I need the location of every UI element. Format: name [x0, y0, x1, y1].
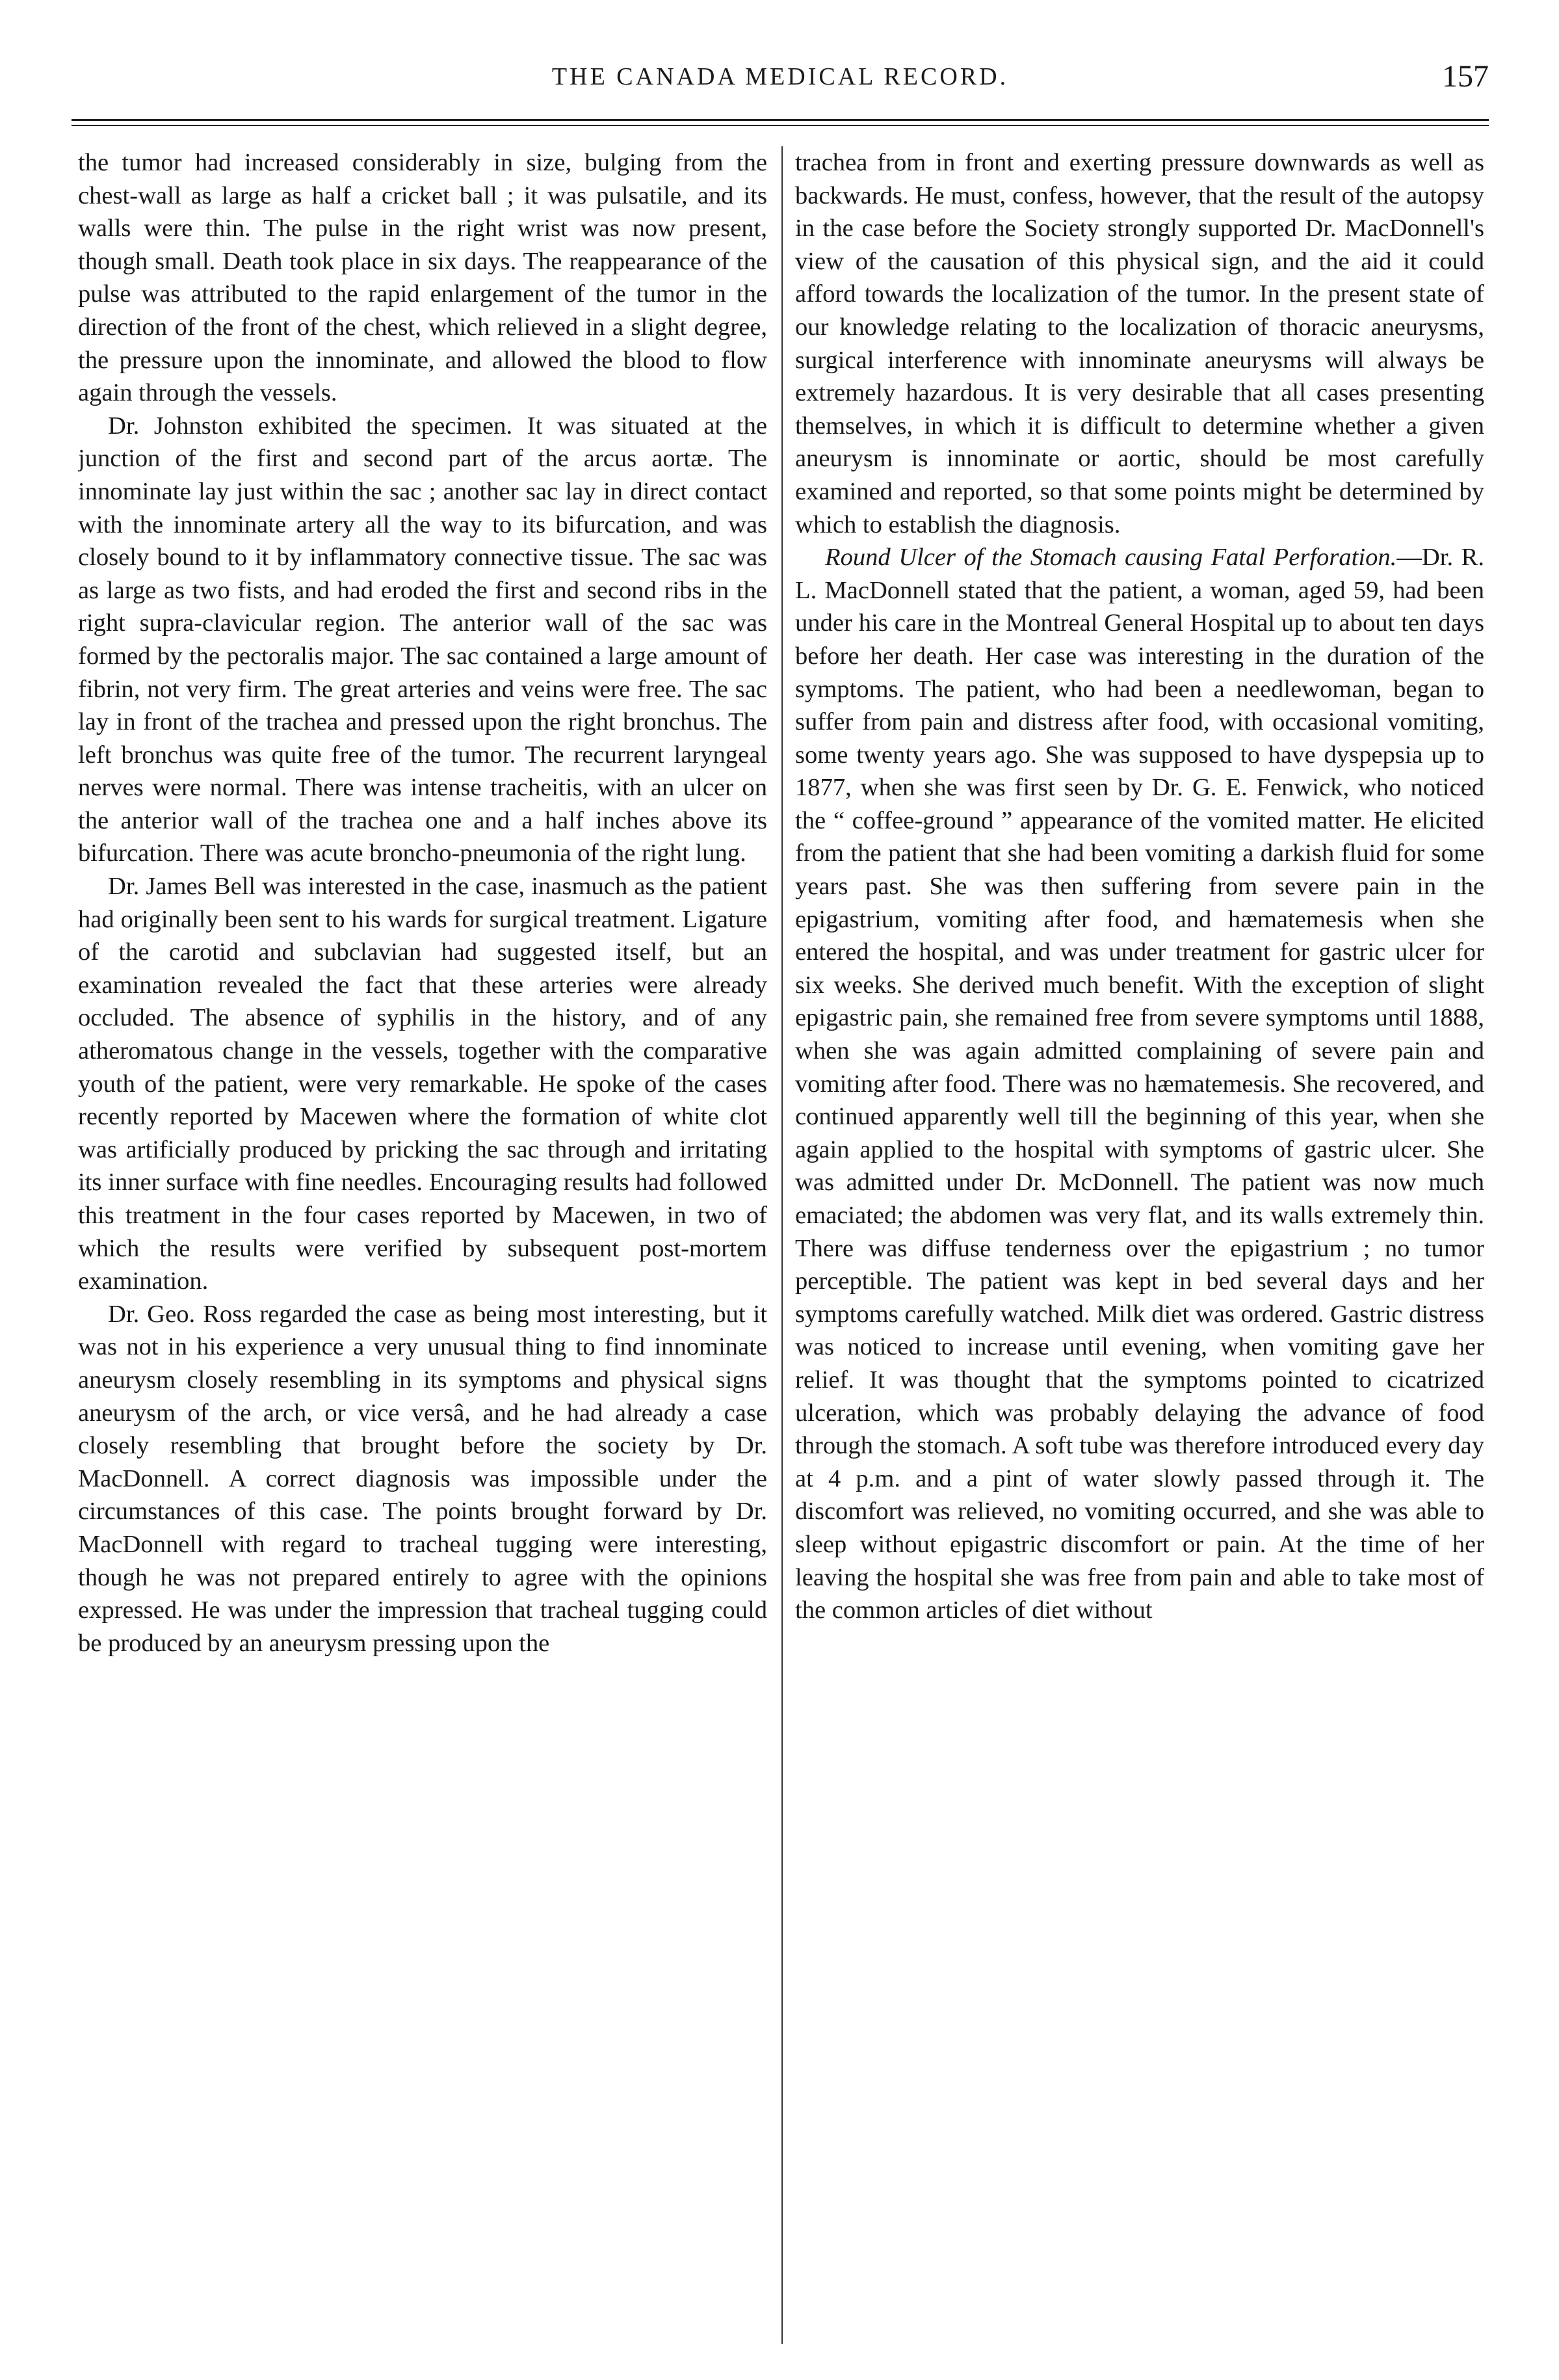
right-column [795, 146, 1484, 2351]
paragraph: the tumor had increased considerably in size, bulging from the chest-wall as large as half a cricket ball ; it was pulsatile, and its walls were thin. The pulse in the right wrist was now present, though small. Death took place in six days. The reappearance of the pulse was attributed to the rapid enlargement of the tumor in the direction of the front of the chest, which relieved in a slight degree, the pressure upon the innominate, and allowed the blood to flow again through the vessels. [78, 149, 767, 407]
page-header [72, 59, 1489, 108]
running-head: THE CANADA MEDICAL RECORD. [551, 63, 1009, 90]
paragraph-section [795, 541, 1484, 1627]
paragraph: Dr. James Bell was interested in the case, inasmuch as the patient had originally been sent to his wards for surgical treatment. Ligature of the carotid and subclavian had suggested itself, but an examination revealed the fact that these arteries were already occluded. The absence of syphilis in the history, and of any atheromatous change in the vessels, together with the comparative youth of the patient, were very remarkable. He spoke of the cases recently reported by Macewen where the formation of white clot was artificially produced by pricking the sac through and irritating its inner surface with fine needles. Encouraging results had followed this treatment in the four cases reported by Macewen, in two of which the results were verified by subsequent post-mortem examination. [78, 873, 767, 1295]
paragraph: trachea from in front and exerting pressure downwards as well as backwards. He must, confess, however, that the result of the autopsy in the case before the Society strongly supported Dr. MacDonnell's view of the causation of this physical sign, and the aid it could afford towards the localization of the tumor. In the present state of our knowledge relating to the localization of thoracic aneurysms, surgical interference with innominate aneurysms will always be extremely hazardous. It is very desirable that all cases presenting themselves, in which it is difficult to determine whether a given aneurysm is innominate or aortic, should be most carefully examined and reported, so that some points might be determined by which to establish the diagnosis. [795, 149, 1484, 538]
section-run-in-title: Round Ulcer of the Stomach causing Fatal Perforation. [825, 544, 1397, 572]
header-rule-top [72, 119, 1489, 121]
header-rule-bottom [72, 125, 1489, 126]
section-body: —Dr. R. L. MacDonnell stated that the patient, a woman, aged 59, had been under his care in the Montreal General Hospital up to about ten days before her death. Her case was interesting in the duration of the symptoms. The patient, who had been a needlewoman, began to suffer from pain and distress after food, with occasional vomiting, some twenty years ago. She was supposed to have dyspepsia up to 1877, when she was first seen by Dr. G. E. Fenwick, who noticed the “ coffee-ground ” appearance of the vomited matter. He elicited from the patient that she had been vomiting a darkish fluid for some years past. She was then suffering from severe pain in the epigastrium, vomiting after food, and hæmatemesis when she entered the hospital, and was under treatment for gastric ulcer for six weeks. She derived much benefit. With the exception of slight epigastric pain, she remained free from severe symptoms until 1888, when she was again admitted complaining of severe pain and vomiting after food. There was no hæmatemesis. She recovered, and continued apparently well till the beginning of this year, when she again applied to the hospital with symptoms of gastric ulcer. She was admitted under Dr. McDonnell. The patient was now much emaciated; the abdomen was very flat, and its walls extremely thin. There was diffuse tenderness over the epigastrium ; no tumor perceptible. The patient was kept in bed several days and her symptoms carefully watched. Milk diet was ordered. Gastric distress was noticed to increase until evening, when vomiting gave her relief. It was thought that the symptoms pointed to cicatrized ulceration, which was probably delaying the advance of food through the stomach. A soft tube was therefore introduced every day at 4 p.m. and a pint of water slowly passed through it. The discomfort was relieved, no vomiting occurred, and she was able to sleep without epigastric discomfort or pain. At the time of her leaving the hospital she was free from pain and able to take most of the common articles of diet without [795, 544, 1484, 1624]
text-columns [78, 146, 1486, 2351]
paragraph: Dr. Geo. Ross regarded the case as being most interesting, but it was not in his experience a very unusual thing to find innominate aneurysm closely resembling in its symptoms and physical signs aneurysm of the arch, or vice versâ, and he had already a case closely resembling that brought before the society by Dr. MacDonnell. A correct diagnosis was impossible under the circumstances of this case. The points brought forward by Dr. MacDonnell with regard to tracheal tugging were interesting, though he was not prepared entirely to agree with the opinions expressed. He was under the impression that tracheal tugging could be produced by an aneurysm pressing upon the [78, 1300, 767, 1657]
paragraph: Dr. Johnston exhibited the specimen. It was situated at the junction of the first and second part of the arcus aortæ. The innominate lay just within the sac ; another sac lay in direct contact with the innominate artery all the way to its bifurcation, and was closely bound to it by inflammatory connective tissue. The sac was as large as two fists, and had eroded the first and second ribs in the right supra-clavicular region. The anterior wall of the sac was formed by the pectoralis major. The sac contained a large amount of fibrin, not very firm. The great arteries and veins were free. The sac lay in front of the trachea and pressed upon the right bronchus. The left bronchus was quite free of the tumor. The recurrent laryngeal nerves were normal. There was intense tracheitis, with an ulcer on the anterior wall of the trachea one and a half inches above its bifurcation. There was acute broncho-pneumonia of the right lung. [78, 412, 767, 867]
left-column [78, 146, 767, 2351]
page-number: 157 [1442, 59, 1489, 94]
